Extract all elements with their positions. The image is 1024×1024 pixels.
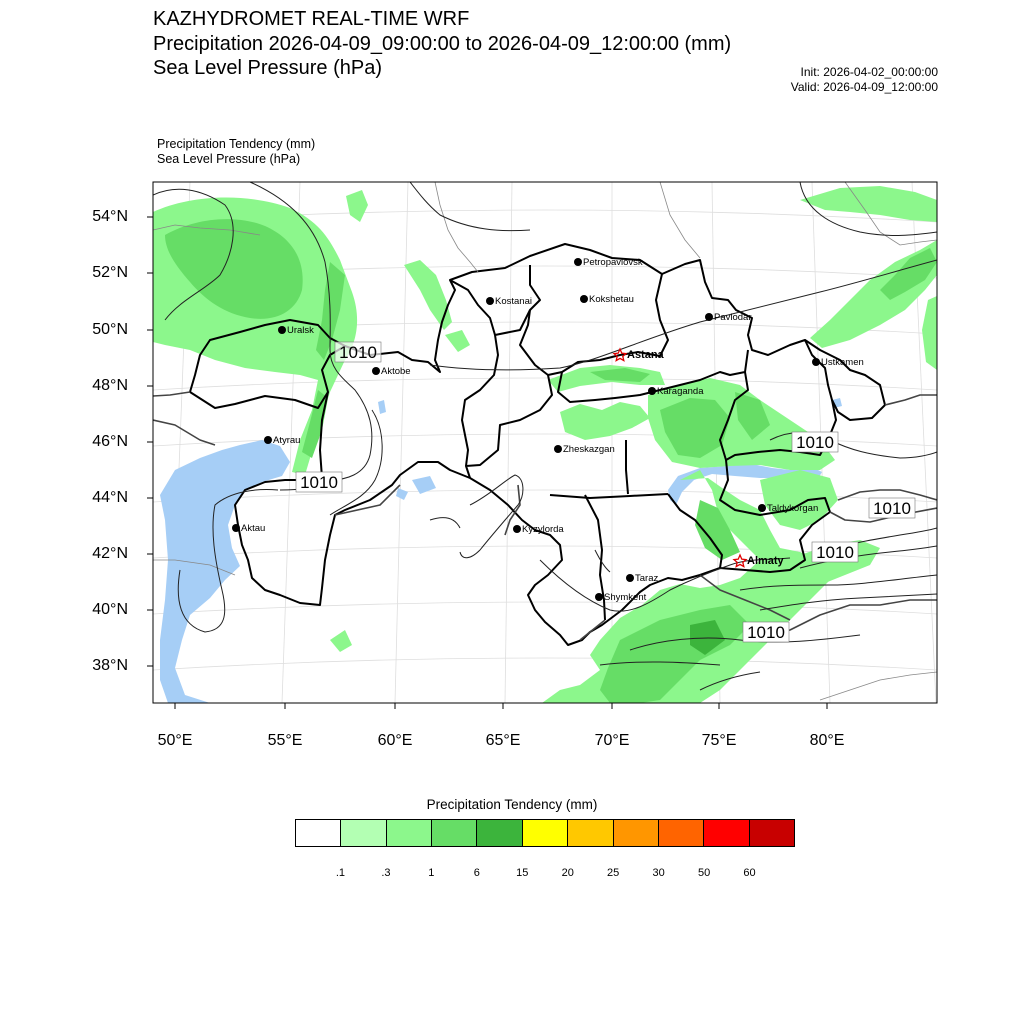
lon-label-65: 65°E	[485, 732, 521, 749]
city-label: Atyrau	[273, 435, 301, 446]
colorbar-label: 6	[473, 867, 480, 879]
city-label: Astana	[627, 349, 664, 361]
colorbar-label: 20	[561, 867, 574, 879]
city-zheskazgan	[554, 444, 615, 455]
city-dot-icon	[705, 313, 713, 321]
city-dot-icon	[554, 445, 562, 453]
city-kyzylorda	[513, 524, 564, 535]
colorbar-box	[523, 820, 568, 846]
city-pavlodar	[705, 312, 752, 323]
city-label: Kostanai	[495, 296, 532, 307]
colorbar-box	[750, 820, 794, 846]
isobar-label: 1010	[796, 433, 834, 452]
colorbar-label: 25	[607, 867, 620, 879]
city-dot-icon	[648, 387, 656, 395]
city-kokshetau	[580, 294, 634, 305]
city-label: Taraz	[635, 573, 659, 584]
city-dot-icon	[595, 593, 603, 601]
lon-label-60: 60°E	[377, 732, 413, 749]
city-dot-icon	[812, 358, 820, 366]
map-legend-precip: Precipitation Tendency (mm)	[157, 137, 316, 151]
city-dot-icon	[758, 504, 766, 512]
city-label: Karaganda	[657, 386, 704, 397]
colorbar-label: .1	[335, 867, 346, 879]
title-line-2: Precipitation 2026-04-09_09:00:00 to 2026-04-09_12:00:00 (mm)	[153, 33, 732, 55]
lon-label-75: 75°E	[701, 732, 737, 749]
isobar-label: 1010	[339, 343, 377, 362]
isobar-label: 1010	[747, 623, 785, 642]
city-dot-icon	[372, 367, 380, 375]
city-dot-icon	[626, 574, 634, 582]
colorbar-label: 60	[743, 867, 756, 879]
lon-label-80: 80°E	[809, 732, 845, 749]
city-label: Kokshetau	[589, 294, 634, 305]
city-dot-icon	[486, 297, 494, 305]
colorbar-label: 1	[428, 867, 435, 879]
isobar-label: 1010	[816, 543, 854, 562]
city-dot-icon	[278, 326, 286, 334]
city-kostanai	[486, 296, 532, 307]
lon-label-70: 70°E	[594, 732, 630, 749]
colorbar-box	[387, 820, 432, 846]
colorbar-label: 30	[652, 867, 665, 879]
colorbar-box	[341, 820, 386, 846]
colorbar-box	[477, 820, 522, 846]
city-almaty	[734, 555, 785, 567]
title-line-1: KAZHYDROMET REAL-TIME WRF	[153, 8, 470, 30]
colorbar-title: Precipitation Tendency (mm)	[426, 797, 598, 812]
city-label: Taldykorgan	[767, 503, 819, 514]
capital-star-icon	[734, 555, 746, 567]
colorbar-box	[659, 820, 704, 846]
colorbar-box	[568, 820, 613, 846]
city-aktobe	[372, 366, 411, 377]
city-label: Aktau	[241, 523, 266, 534]
city-dot-icon	[232, 524, 240, 532]
lat-label-46: 46°N	[92, 433, 128, 450]
colorbar	[295, 819, 795, 847]
city-aktau	[232, 523, 265, 534]
colorbar-label: 15	[516, 867, 529, 879]
lat-label-52: 52°N	[92, 264, 128, 281]
colorbar-label: .3	[381, 867, 391, 879]
city-dot-icon	[264, 436, 272, 444]
city-label: Kyzylorda	[522, 524, 564, 535]
isobar-label: 1010	[873, 499, 911, 518]
lon-label-55: 55°E	[267, 732, 303, 749]
colorbar-box	[614, 820, 659, 846]
city-label: Ustkamen	[821, 357, 864, 368]
city-label: Aktobe	[381, 366, 411, 377]
lat-label-42: 42°N	[92, 545, 128, 562]
city-petropavlovsk	[574, 257, 643, 268]
city-dot-icon	[513, 525, 521, 533]
map-legend-slp: Sea Level Pressure (hPa)	[157, 152, 301, 166]
lat-label-44: 44°N	[92, 489, 128, 506]
colorbar-box	[296, 820, 341, 846]
lat-label-38: 38°N	[92, 657, 128, 674]
city-ustkamen	[812, 357, 864, 368]
city-dot-icon	[580, 295, 588, 303]
city-dot-icon	[574, 258, 582, 266]
init-time: Init: 2026-04-02_00:00:00	[800, 65, 938, 79]
city-taraz	[626, 573, 658, 584]
lat-label-50: 50°N	[92, 321, 128, 338]
colorbar-box	[432, 820, 477, 846]
city-label: Shymkent	[604, 592, 647, 603]
colorbar-box	[704, 820, 749, 846]
city-label: Almaty	[747, 555, 784, 567]
lat-label-40: 40°N	[92, 601, 128, 618]
isobar-label: 1010	[300, 473, 338, 492]
city-karaganda	[648, 386, 704, 397]
city-label: Uralsk	[287, 325, 314, 336]
city-label: Pavlodar	[714, 312, 752, 323]
city-label: Zheskazgan	[563, 444, 615, 455]
city-taldykorgan	[758, 503, 818, 514]
lat-label-48: 48°N	[92, 377, 128, 394]
valid-time: Valid: 2026-04-09_12:00:00	[790, 80, 938, 94]
lon-label-50: 50°E	[157, 732, 193, 749]
title-line-3: Sea Level Pressure (hPa)	[153, 57, 383, 79]
colorbar-label: 50	[697, 867, 711, 879]
lat-label-54: 54°N	[92, 208, 128, 225]
city-label: Petropavlovsk	[583, 257, 643, 268]
